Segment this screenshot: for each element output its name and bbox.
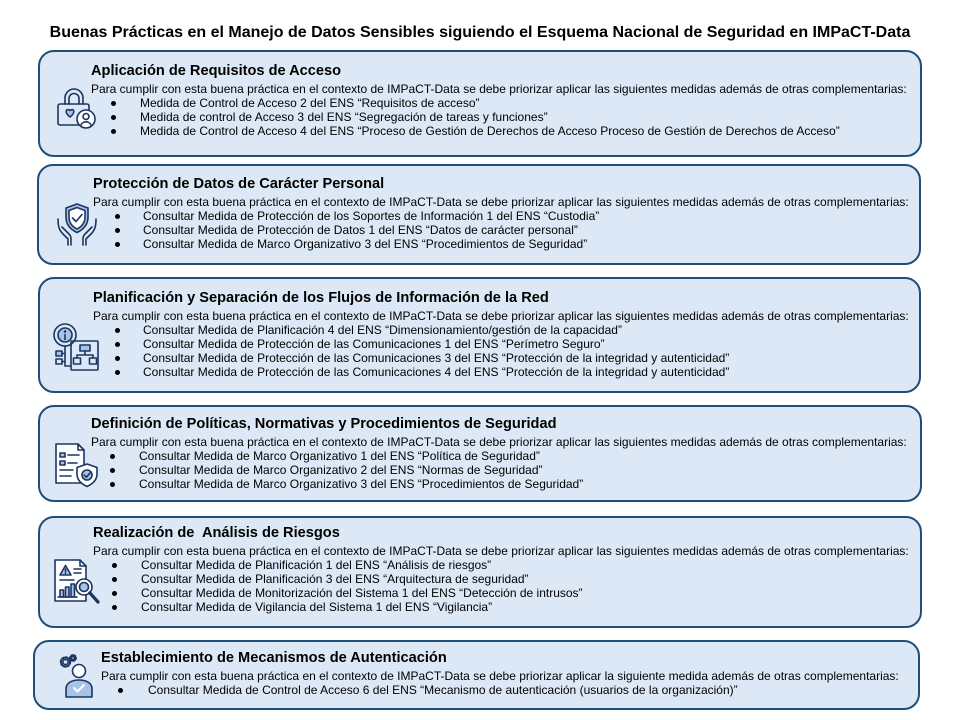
measure-item: Medida de Control de Acceso 2 del ENS “Requisitos de acceso” [91, 96, 907, 110]
measure-list [93, 209, 909, 251]
practice-card-security-policies [38, 405, 922, 502]
practice-intro: Para cumplir con esta buena práctica en el contexto de IMPaCT-Data se debe priorizar aplicar las siguientes medidas además de otras complementarias: [93, 544, 909, 558]
practice-title: Planificación y Separación de los Flujos de Información de la Red [93, 289, 549, 306]
practice-title: Aplicación de Requisitos de Acceso [91, 62, 342, 79]
practice-intro: Para cumplir con esta buena práctica en el contexto de IMPaCT-Data se debe priorizar aplicar las siguientes medidas además de otras complementarias: [93, 194, 909, 209]
measure-item: Consultar Medida de Marco Organizativo 2 del ENS “Normas de Seguridad” [91, 463, 907, 477]
practice-card-network-flows [38, 277, 921, 393]
measure-list [91, 449, 907, 491]
measure-list [91, 96, 907, 138]
measure-item: Consultar Medida de Protección de Datos 1 del ENS “Datos de carácter personal” [93, 223, 909, 237]
practice-intro: Para cumplir con esta buena práctica en el contexto de IMPaCT-Data se debe priorizar aplicar las siguientes medidas además de otras complementarias: [93, 308, 909, 323]
page-title: Buenas Prácticas en el Manejo de Datos Sensibles siguiendo el Esquema Nacional de Seguridad en IMPaCT-Data [49, 24, 911, 41]
measure-item: Consultar Medida de Marco Organizativo 1 del ENS “Política de Seguridad” [91, 449, 907, 463]
measure-list [93, 323, 909, 379]
practice-intro: Para cumplir con esta buena práctica en el contexto de IMPaCT-Data se debe priorizar aplicar las siguientes medidas además de otras complementarias: [91, 434, 907, 449]
practice-card-access-requirements [38, 50, 922, 157]
measure-item: Consultar Medida de Marco Organizativo 3 del ENS “Procedimientos de Seguridad” [93, 237, 909, 251]
practice-title: Realización de Análisis de Riesgos [93, 525, 340, 541]
measure-item: Consultar Medida de Planificación 1 del ENS “Análisis de riesgos” [93, 558, 909, 572]
measure-item: Consultar Medida de Planificación 4 del ENS “Dimensionamiento/gestión de la capacidad” [93, 323, 909, 337]
user-authentication-icon [58, 654, 98, 698]
measure-item: Consultar Medida de Control de Acceso 6 del ENS “Mecanismo de autenticación (usuarios de la organización)” [101, 683, 899, 697]
practice-title: Protección de Datos de Carácter Personal [93, 175, 385, 192]
measure-item: Consultar Medida de Marco Organizativo 3 del ENS “Procedimientos de Seguridad” [91, 477, 907, 491]
practice-card-authentication [33, 640, 920, 710]
measure-list [101, 683, 899, 697]
practice-intro: Para cumplir con esta buena práctica en el contexto de IMPaCT-Data se debe priorizar aplicar las siguientes medidas además de otras complementarias: [91, 81, 907, 96]
practice-content [91, 63, 907, 138]
practice-title: Definición de Políticas, Normativas y Procedimientos de Seguridad [91, 415, 557, 432]
practice-intro: Para cumplir con esta buena práctica en el contexto de IMPaCT-Data se debe priorizar aplicar la siguiente medida además de otras complementarias: [101, 668, 899, 683]
measure-item: Consultar Medida de Protección de las Comunicaciones 4 del ENS “Protección de la integridad y autenticidad” [93, 365, 909, 379]
practice-card-personal-data [37, 164, 921, 265]
practice-content [91, 416, 907, 491]
measure-item: Consultar Medida de Protección de las Comunicaciones 1 del ENS “Perímetro Seguro” [93, 337, 909, 351]
practice-content [93, 176, 909, 251]
practice-content [101, 650, 899, 697]
measure-item: Consultar Medida de Vigilancia del Sistema 1 del ENS “Vigilancia” [93, 600, 909, 614]
practice-content [93, 290, 909, 379]
measure-item: Medida de control de Acceso 3 del ENS “Segregación de tareas y funciones” [91, 110, 907, 124]
practice-card-risk-analysis [38, 516, 922, 628]
measure-item: Consultar Medida de Protección de los Soportes de Información 1 del ENS “Custodia” [93, 209, 909, 223]
measure-item: Consultar Medida de Planificación 3 del ENS “Arquitectura de seguridad” [93, 572, 909, 586]
measure-item: Medida de Control de Acceso 4 del ENS “Proceso de Gestión de Derechos de Acceso Proceso de Gestión de Derechos de Acceso” [91, 124, 907, 138]
measure-item: Consultar Medida de Protección de las Comunicaciones 3 del ENS “Protección de la integridad y autenticidad” [93, 351, 909, 365]
measure-item: Consultar Medida de Monitorización del Sistema 1 del ENS “Detección de intrusos” [93, 586, 909, 600]
measure-list [93, 558, 909, 614]
practice-title: Establecimiento de Mecanismos de Autenticación [101, 649, 447, 666]
practice-content [93, 525, 909, 614]
